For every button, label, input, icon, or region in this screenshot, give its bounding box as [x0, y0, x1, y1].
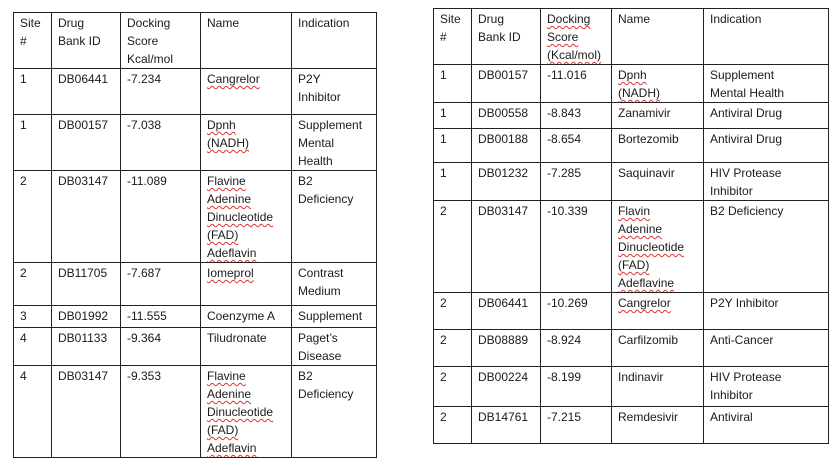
- table-row: [434, 407, 829, 444]
- table-cell: DB01232: [472, 163, 541, 201]
- table-cell: 1: [14, 115, 52, 171]
- table-cell: Tiludronate: [201, 328, 292, 366]
- table-cell: DB03147: [52, 366, 121, 458]
- table-cell: Flavin Adenine Dinucleotide (FAD) Adeflavine: [612, 201, 704, 293]
- table-cell: 2: [14, 171, 52, 263]
- table-cell: -9.353: [121, 366, 201, 458]
- table-cell: DB14761: [472, 407, 541, 444]
- table-cell: 2: [434, 367, 472, 407]
- table-cell: Remdesivir: [612, 407, 704, 444]
- header-cell: Name: [201, 13, 292, 69]
- header-cell: Indication: [292, 13, 377, 69]
- table-row: [434, 293, 829, 330]
- table-row: [14, 366, 377, 458]
- table-cell: Dpnh (NADH): [612, 65, 704, 103]
- table-cell: -7.234: [121, 69, 201, 115]
- table-row: [14, 263, 377, 306]
- table-cell: -10.269: [541, 293, 612, 330]
- docking-table-left: [13, 12, 377, 458]
- table-cell: HIV Protease Inhibitor: [704, 163, 829, 201]
- table-cell: -8.654: [541, 129, 612, 163]
- table-cell: Cangrelor: [201, 69, 292, 115]
- table-cell: Saquinavir: [612, 163, 704, 201]
- table-row: [434, 367, 829, 407]
- table-row: [434, 163, 829, 201]
- table-cell: -11.089: [121, 171, 201, 263]
- table-cell: Zanamivir: [612, 103, 704, 129]
- header-cell: Indication: [704, 9, 829, 65]
- table-cell: 2: [434, 201, 472, 293]
- table-cell: -10.339: [541, 201, 612, 293]
- header-cell: Name: [612, 9, 704, 65]
- table-cell: DB03147: [472, 201, 541, 293]
- table-cell: P2Y Inhibitor: [292, 69, 377, 115]
- table-cell: -7.215: [541, 407, 612, 444]
- table-cell: DB00224: [472, 367, 541, 407]
- table-cell: 1: [434, 163, 472, 201]
- table-cell: -9.364: [121, 328, 201, 366]
- table-cell: Carfilzomib: [612, 330, 704, 367]
- table-cell: Antiviral Drug: [704, 103, 829, 129]
- table-cell: 1: [434, 129, 472, 163]
- table-cell: DB08889: [472, 330, 541, 367]
- table-cell: Iomeprol: [201, 263, 292, 306]
- table-cell: -8.843: [541, 103, 612, 129]
- table-cell: DB06441: [52, 69, 121, 115]
- header-cell: Docking Score (Kcal/mol): [541, 9, 612, 65]
- table-cell: DB06441: [472, 293, 541, 330]
- table-cell: Cangrelor: [612, 293, 704, 330]
- header-cell: Site #: [434, 9, 472, 65]
- table-row: [14, 171, 377, 263]
- header-cell: Drug Bank ID: [472, 9, 541, 65]
- table-cell: Antiviral: [704, 407, 829, 444]
- table-cell: -7.285: [541, 163, 612, 201]
- table-cell: -11.016: [541, 65, 612, 103]
- table-cell: Contrast Medium: [292, 263, 377, 306]
- header-row: [434, 9, 829, 65]
- table-cell: DB00558: [472, 103, 541, 129]
- table-cell: 2: [14, 263, 52, 306]
- table-cell: -11.555: [121, 306, 201, 328]
- table-cell: P2Y Inhibitor: [704, 293, 829, 330]
- table-cell: DB00157: [472, 65, 541, 103]
- table-cell: Supplement: [292, 306, 377, 328]
- table-cell: -7.038: [121, 115, 201, 171]
- table-cell: Antiviral Drug: [704, 129, 829, 163]
- table-cell: -7.687: [121, 263, 201, 306]
- table-row: [14, 115, 377, 171]
- table-cell: Supplement Mental Health: [292, 115, 377, 171]
- table-row: [434, 201, 829, 293]
- header-cell: Drug Bank ID: [52, 13, 121, 69]
- table-cell: Coenzyme A: [201, 306, 292, 328]
- header-cell: Site #: [14, 13, 52, 69]
- table-cell: 2: [434, 293, 472, 330]
- table-cell: 1: [14, 69, 52, 115]
- table-cell: DB11705: [52, 263, 121, 306]
- table-cell: 2: [434, 330, 472, 367]
- table-cell: HIV Protease Inhibitor: [704, 367, 829, 407]
- table-cell: Supplement Mental Health: [704, 65, 829, 103]
- table-cell: -8.199: [541, 367, 612, 407]
- table-row: [434, 330, 829, 367]
- table-row: [434, 129, 829, 163]
- table-cell: Flavine Adenine Dinucleotide (FAD) Adeflavin: [201, 171, 292, 263]
- table-cell: Paget’s Disease: [292, 328, 377, 366]
- table-row: [14, 306, 377, 328]
- table-row: [14, 328, 377, 366]
- table-cell: DB01992: [52, 306, 121, 328]
- table-row: [14, 69, 377, 115]
- table-cell: DB00157: [52, 115, 121, 171]
- table-cell: Anti-Cancer: [704, 330, 829, 367]
- table-cell: Bortezomib: [612, 129, 704, 163]
- table-cell: 4: [14, 328, 52, 366]
- table-cell: B2 Deficiency: [292, 171, 377, 263]
- table-cell: DB03147: [52, 171, 121, 263]
- table-cell: 1: [434, 103, 472, 129]
- table-cell: Dpnh (NADH): [201, 115, 292, 171]
- table-cell: 1: [434, 65, 472, 103]
- table-row: [434, 65, 829, 103]
- table-cell: 4: [14, 366, 52, 458]
- table-cell: -8.924: [541, 330, 612, 367]
- table-cell: B2 Deficiency: [292, 366, 377, 458]
- docking-table-right: [433, 8, 829, 444]
- header-cell: Docking Score Kcal/mol: [121, 13, 201, 69]
- table-cell: Flavine Adenine Dinucleotide (FAD) Adeflavin: [201, 366, 292, 458]
- table-cell: 3: [14, 306, 52, 328]
- table-cell: B2 Deficiency: [704, 201, 829, 293]
- table-cell: Indinavir: [612, 367, 704, 407]
- table-cell: 2: [434, 407, 472, 444]
- table-row: [434, 103, 829, 129]
- table-cell: DB01133: [52, 328, 121, 366]
- table-cell: DB00188: [472, 129, 541, 163]
- header-row: [14, 13, 377, 69]
